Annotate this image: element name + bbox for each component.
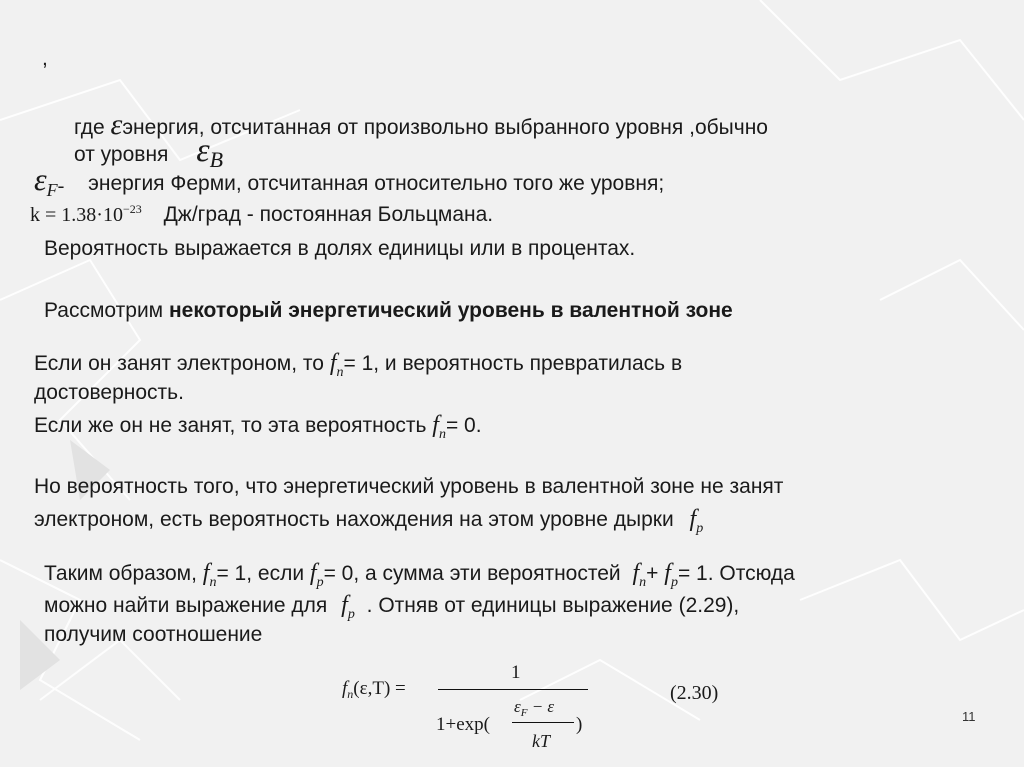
- formula-inner-fraction-line: [512, 722, 574, 723]
- text-equals-one-if: = 1, если: [216, 562, 305, 585]
- formula-inner-numerator: $\varepsilon_F - \varepsilon$: [514, 697, 555, 719]
- f-symbol: f: [309, 560, 317, 586]
- text-line-2: [74, 132, 224, 172]
- text-boltzmann-constant: Дж/град - постоянная Больцмана.: [163, 203, 494, 226]
- text-line-14: получим соотношение: [44, 623, 263, 646]
- formula-inner-denominator: kT: [532, 731, 550, 751]
- text-line-5: Вероятность выражается в долях единицы или в процентах.: [44, 237, 636, 260]
- f-symbol: f: [202, 560, 210, 586]
- f-sub-n: n: [438, 427, 446, 442]
- formula-close-paren: ): [576, 714, 583, 735]
- text-if-occupied: Если он занят электроном, то: [34, 352, 324, 375]
- text-if-not-occupied: Если же он не занят, то эта вероятность: [34, 414, 427, 437]
- text-line-13: [44, 592, 739, 622]
- text-plus: +: [646, 562, 659, 585]
- f-sub-p: p: [670, 575, 678, 590]
- text-energy-definition: энергия, отсчитанная от произвольно выбранного уровня ,обычно: [122, 116, 768, 139]
- page-number: 11: [962, 709, 976, 724]
- f-symbol: f: [432, 412, 439, 438]
- f-sub-n: n: [209, 575, 217, 590]
- text-subtracting: . Отняв от единицы выражение (2.29),: [366, 594, 740, 617]
- f-sub-n: n: [639, 575, 647, 590]
- f-symbol: f: [664, 560, 671, 586]
- text-hole-probability: электроном, есть вероятность нахождения на этом уровне дырки: [34, 508, 674, 531]
- text-find-expression: можно найти выражение для: [44, 594, 328, 617]
- text-line-6: [44, 298, 733, 324]
- f-symbol: f: [329, 350, 337, 376]
- text-line-8: достоверность.: [34, 381, 184, 404]
- epsilon-f-dash: -: [57, 175, 65, 197]
- f-sub-p: p: [316, 575, 324, 590]
- text-equals-one: = 1, и вероятность превратилась в: [343, 352, 683, 375]
- text-line-7: [34, 350, 682, 380]
- text-line-10: Но вероятность того, что энергетический уровень в валентной зоне не занят: [34, 475, 784, 498]
- equation-number: (2.30): [670, 682, 719, 704]
- text-fermi-energy: энергия Ферми, отсчитанная относительно того же уровня;: [88, 172, 665, 195]
- epsilon-f-subscript: F: [46, 180, 58, 200]
- text-sum-probabilities: = 0, а сумма эти вероятностей: [323, 562, 621, 585]
- epsilon-b-subscript: B: [209, 147, 224, 172]
- epsilon-b-symbol: ε: [196, 132, 210, 169]
- text-line-4: [30, 202, 493, 230]
- text-equals-zero: = 0.: [445, 414, 482, 437]
- text-line-9: [34, 412, 482, 442]
- text-thus: Таким образом,: [44, 562, 197, 585]
- f-sub-n: n: [336, 365, 344, 380]
- f-symbol: f: [632, 560, 640, 586]
- text-line-3: [34, 161, 665, 200]
- text-from-level: от уровня: [74, 143, 169, 166]
- formula-lhs: $f_n(\varepsilon,T)$ =: [342, 678, 406, 701]
- text-consider: Рассмотрим: [44, 299, 169, 322]
- formula-args: (ε,T) =: [353, 678, 406, 699]
- f-sub-p: p: [347, 607, 355, 622]
- f-sub-p: p: [696, 521, 704, 536]
- f-symbol: f: [341, 592, 348, 618]
- formula-numerator: 1: [511, 662, 521, 683]
- text-line-12: [44, 560, 795, 590]
- text-valence-level: некоторый энергетический уровень в валентной зоне: [168, 299, 733, 322]
- comma-mark: ,: [42, 47, 48, 70]
- epsilon-symbol: ε: [110, 108, 123, 141]
- formula-denominator-start: 1+exp(: [436, 714, 490, 735]
- boltzmann-exponent: −23: [122, 202, 142, 216]
- f-symbol: f: [689, 506, 697, 532]
- boltzmann-formula: k = 1.38·10: [30, 204, 123, 226]
- text-line-11: [34, 506, 703, 536]
- text-where: где: [74, 116, 105, 139]
- text-hence: = 1. Отсюда: [677, 562, 795, 585]
- text-line-1: [74, 108, 768, 141]
- epsilon-f-symbol: ε: [34, 161, 47, 197]
- formula-fraction-line: [438, 689, 588, 690]
